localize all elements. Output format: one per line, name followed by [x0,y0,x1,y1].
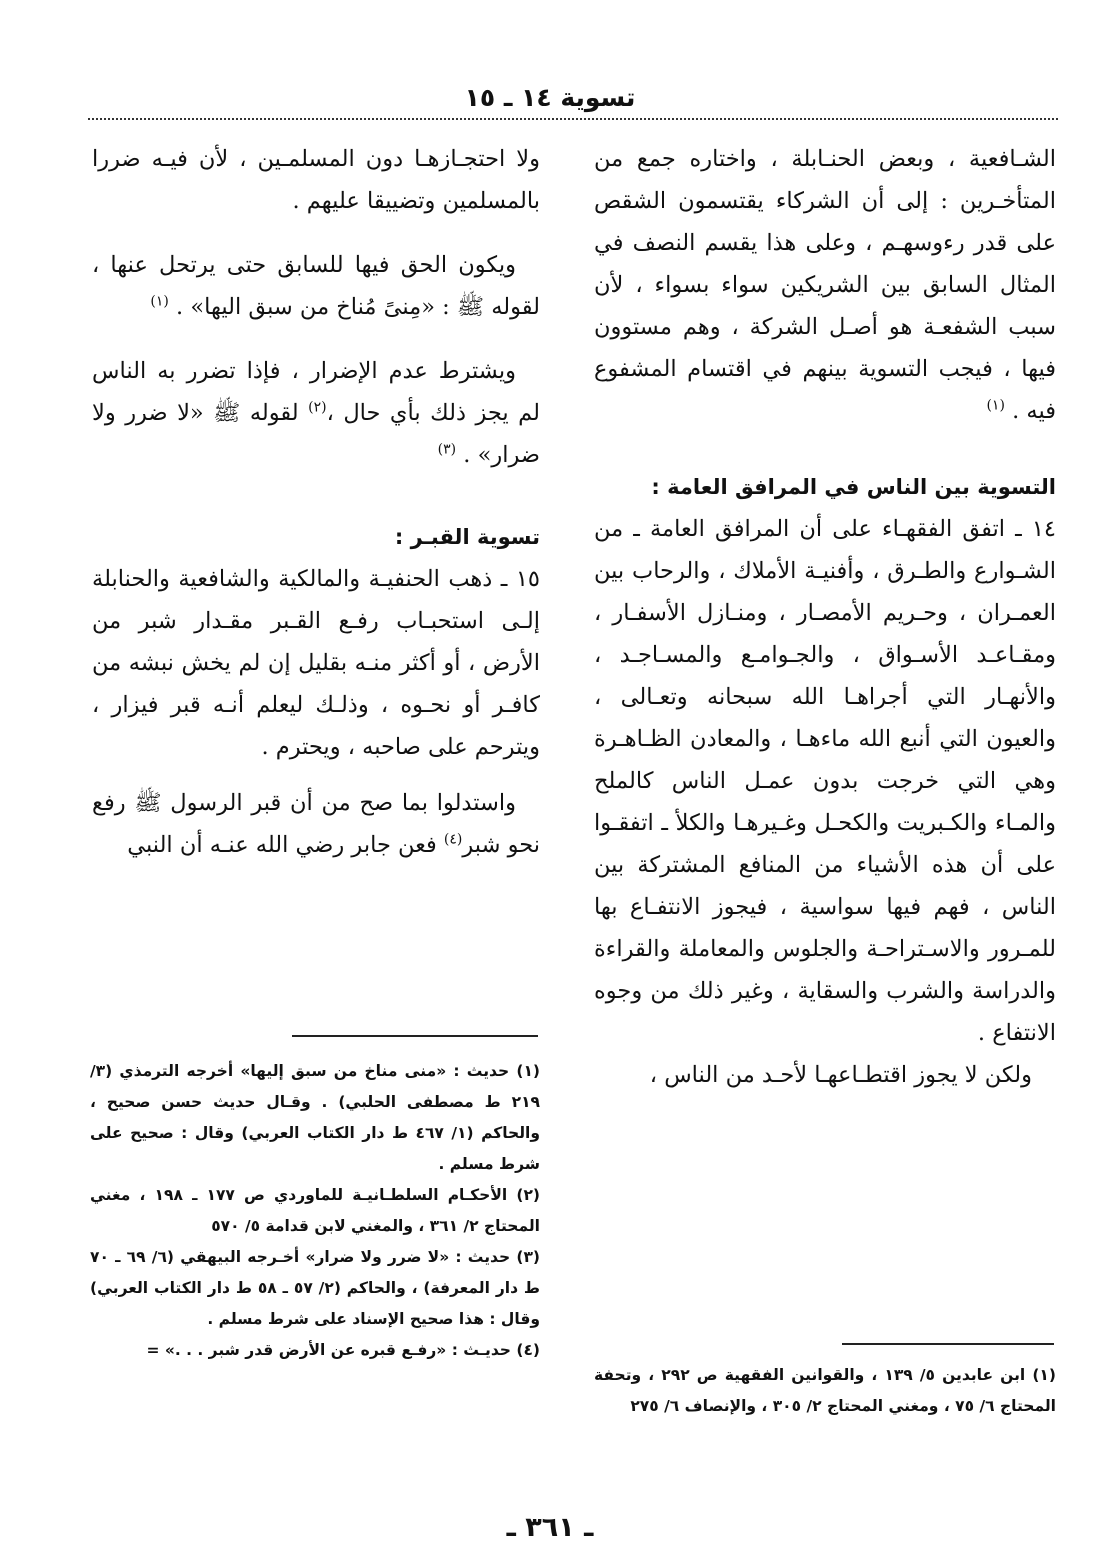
left-paragraph-3-cont: لقوله ﷺ «لا ضرر ولا ضرار» . [92,400,540,468]
left-paragraph-5-cont: فعن جابر رضي الله عنـه أن النبي [127,832,444,858]
header-dotted-rule [88,118,1058,120]
left-column [92,138,540,866]
footnotes-left [90,1056,540,1366]
right-paragraph-1-text: الشـافعية ، وبعض الحنـابلة ، واختاره جمع من المتأخـرين : إلى أن الشركاء يقتسمون الشقص على قدر رءوسهـم ، وعلى هذا يقسم النصف في المثال السابق بين الشريكين سواء بسواء ، لأن سبب الشفعـة هو أصـل الشركة ، وهم مستوون فيها ، فيجب التسوية بينهم في اقتسام المشفوع فيه . [594,146,1056,424]
footnote-right-1: (١) ابن عابدين ٥/ ١٣٩ ، والقوانين الفقهية ص ٢٩٢ ، وتحفة المحتاج ٦/ ٧٥ ، ومغني المحتاج ٢/ ٣٠٥ ، والإنصاف ٦/ ٢٧٥ [594,1366,1056,1415]
page-number: ـ ٣٦١ ـ [506,1512,594,1543]
left-paragraph-5-text: واستدلوا بما صح من أن قبر الرسول ﷺ رفع نحو شبر [92,790,540,858]
footnote-left-2: (٢) الأحكـام السلطـانيـة للماوردي ص ١٧٧ ـ ١٩٨ ، مغني المحتاج ٢/ ٣٦١ ، والمغني لابن قدامة ٥/ ٥٧٠ [90,1186,540,1235]
section-heading-public-facilities: التسوية بين الناس في المرافق العامة : [651,475,1056,499]
left-paragraph-1: ولا احتجـازهـا دون المسلمـين ، لأن فيـه ضررا بالمسلمين وتضييقا عليهم . [92,146,540,214]
right-paragraph-1 [594,138,1056,432]
left-paragraph-2-text: ويكون الحق فيها للسابق حتى يرتحل عنها ، لقوله ﷺ : «مِنىً مُناخ من سبق اليها» . [92,252,540,320]
left-paragraph-3-text: ويشترط عدم الإضرار ، فإذا تضرر به الناس لم يجز ذلك بأي حال ، [92,358,541,426]
section-heading-grave: تسوية القبـر : [394,525,540,549]
footnote-ref: (١) [986,397,1005,414]
right-column [594,138,1056,1096]
footnote-left-4: (٤) حديـث : «رفـع قبره عن الأرض قدر شبر . . .» = [146,1341,540,1359]
left-paragraph-4: ١٥ ـ ذهب الحنفيـة والمالكية والشافعية والحنابلة إلـى استحبـاب رفـع القـبر مقـدار شبر من الأرض ، أو أكثر منـه بقليل إن لم يخش نبشه من كافـر أو نحـوه ، وذلـك ليعلم أنـه قبر فيزار ، ويترحم على صاحبه ، ويحترم . [92,566,540,760]
right-paragraph-2: ١٤ ـ اتفق الفقهـاء على أن المرافق العامة ـ من الشـوارع والطـرق ، وأفنيـة الأملاك ، والرحاب بين العمـران ، وحـريم الأمصـار ، ومنـازل الأسفـار ، ومقـاعـد الأسـواق ، والجـوامـع والمسـاجـد ، والأنهـار التي أجراهـا الله سبحانه وتعـالى ، والعيون التي أنبع الله ماءهـا ، والمعادن الظـاهـرة وهي التي خرجت بدون عمـل الناس كالملح والمـاء والكـبريت والكحـل وغـيرهـا والكلأ ـ اتفقـوا على أن هذه الأشياء من المنافع المشتركة بين الناس ، فهم فيها سواسية ، فيجوز الانتفـاع بها للمـرور والاسـتراحـة والجلوس والمعاملة والقراءة والدراسة والشرب والسقاية ، وغير ذلك من وجوه الانتفاع . [594,516,1056,1046]
footnote-left-1: (١) حديث : «منى مناخ من سبق إليها» أخرجه الترمذي (٣/ ٢١٩ ط مصطفى الحلبي) . وقـال حديث حسن صحيح ، والحاكم (١/ ٤٦٧ ط دار الكتاب العربي) وقال : صحيح على شرط مسلم . [90,1062,540,1173]
footnote-left-3: (٣) حديث : «لا ضرر ولا ضرار» أخـرجه البيهقي (٦/ ٦٩ ـ ٧٠ ط دار المعرفة) ، والحاكم (٢/ ٥٧ ـ ٥٨ ط دار الكتاب العربي) وقال : هذا صحيح الإسناد على شرط مسلم . [90,1248,541,1328]
left-paragraph-3 [92,350,540,476]
left-paragraph-2 [92,244,540,328]
running-header: تسوية ١٤ ـ ١٥ [464,83,636,112]
right-paragraph-3: ولكن لا يجوز اقتطـاعهـا لأحـد من الناس ، [649,1062,1032,1088]
footnotes-right [594,1360,1056,1422]
footnote-ref: (١) [150,293,169,310]
left-paragraph-5 [92,782,540,866]
footnote-ref: (٢) [308,399,327,416]
footnote-ref: (٤) [443,831,463,848]
footnote-rule-right [842,1343,1054,1345]
footnote-ref: (٣) [437,441,457,458]
footnote-rule-left [292,1035,538,1037]
